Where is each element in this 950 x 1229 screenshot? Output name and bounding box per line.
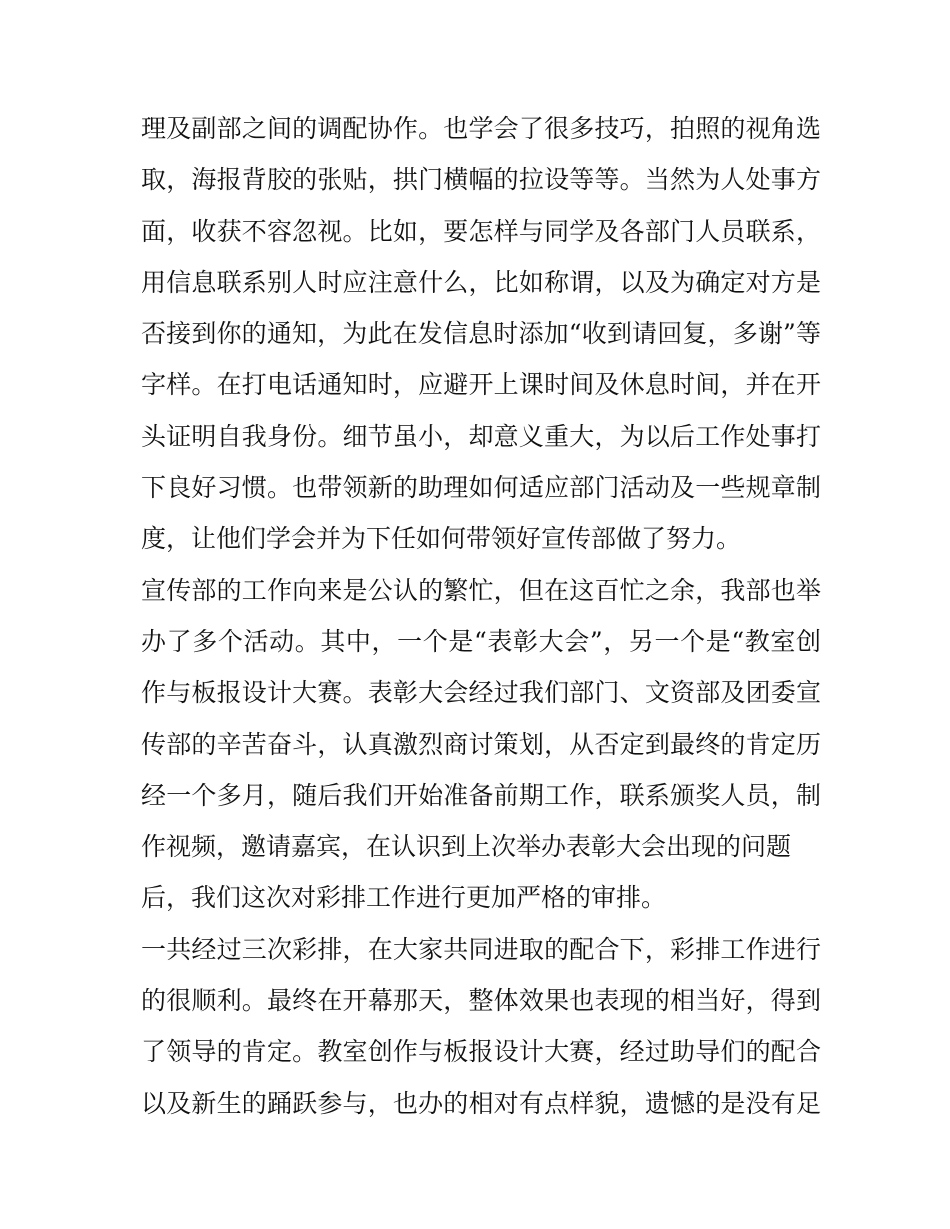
- text-line: 宣传部的工作向来是公认的繁忙，但在这百忙之余，我部也举: [141, 575, 821, 605]
- text-line: 下良好习惯。也带领新的助理如何适应部门活动及一些规章制: [141, 473, 821, 503]
- paragraph-2: [141, 565, 821, 924]
- text-line: 经一个多月，随后我们开始准备前期工作，联系颁奖人员，制: [141, 780, 821, 810]
- text-line: 理及副部之间的调配协作。也学会了很多技巧，拍照的视角选: [141, 114, 821, 143]
- text-line: 字样。在打电话通知时，应避开上课时间及休息时间，并在开: [141, 370, 821, 400]
- text-line: 以及新生的踊跃参与，也办的相对有点样貌，遗憾的是没有足: [141, 1088, 821, 1118]
- text-line: 度，让他们学会并为下任如何带领好宣传部做了努力。: [141, 524, 742, 554]
- body-text: [141, 103, 821, 1129]
- text-line: 作视频，邀请嘉宾，在认识到上次举办表彰大会出现的问题: [141, 832, 792, 862]
- text-line: 的很顺利。最终在开幕那天，整体效果也表现的相当好，得到: [141, 986, 821, 1016]
- text-line: 了领导的肯定。教室创作与板报设计大赛，经过助导们的配合: [141, 1037, 821, 1067]
- text-line: 用信息联系别人时应注意什么，比如称谓，以及为确定对方是: [141, 267, 821, 297]
- text-line: 传部的辛苦奋斗，认真激烈商讨策划，从否定到最终的肯定历: [141, 729, 821, 759]
- text-line: 否接到你的通知，为此在发信息时添加“收到请回复，多谢”等: [141, 319, 821, 349]
- paragraph-1: [141, 103, 821, 565]
- text-line: 面，收获不容忽视。比如，要怎样与同学及各部门人员联系，: [141, 216, 821, 246]
- text-line: 后，我们这次对彩排工作进行更加严格的审排。: [141, 883, 667, 913]
- text-line: 作与板报设计大赛。表彰大会经过我们部门、文资部及团委宣: [141, 678, 821, 708]
- text-line: 办了多个活动。其中，一个是“表彰大会”，另一个是“教室创: [141, 626, 821, 656]
- text-line: 头证明自我身份。细节虽小，却意义重大，为以后工作处事打: [141, 421, 821, 451]
- text-line: 取，海报背胶的张贴，拱门横幅的拉设等等。当然为人处事方: [141, 165, 821, 195]
- paragraph-3: [141, 924, 821, 1129]
- text-line: 一共经过三次彩排，在大家共同进取的配合下，彩排工作进行: [141, 934, 821, 964]
